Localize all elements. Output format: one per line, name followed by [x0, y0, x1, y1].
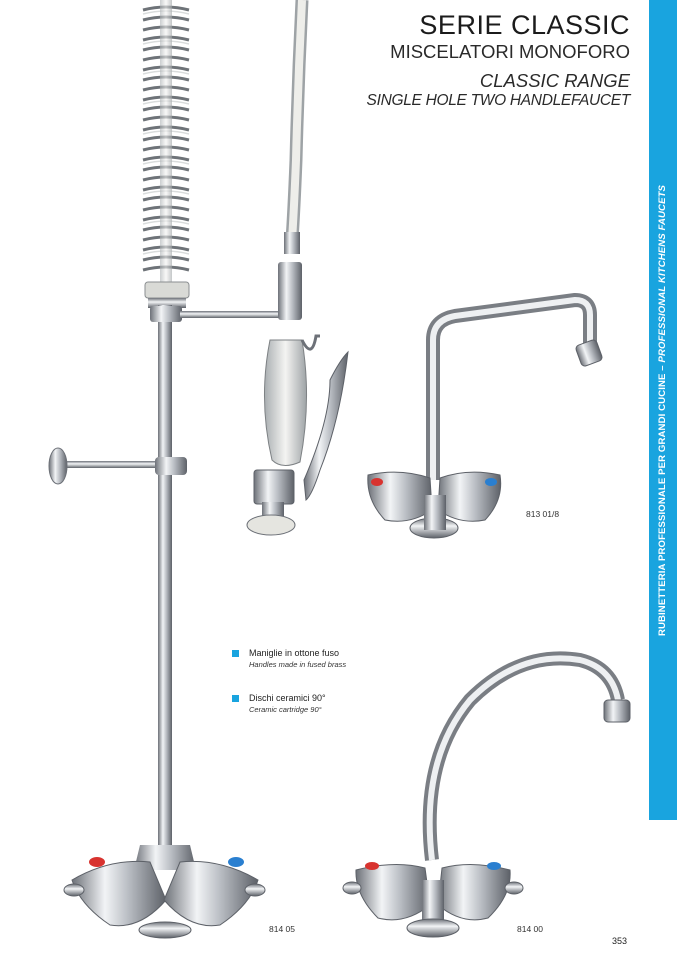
- pre-rinse-unit-icon: [49, 0, 348, 938]
- side-band-text-main: RUBINETTERIA PROFESSIONALE PER GRANDI CUCINE: [657, 372, 669, 636]
- product-code: 813 01/8: [526, 509, 560, 519]
- page-title: SERIE CLASSIC: [419, 10, 630, 40]
- range-title: CLASSIC RANGE: [479, 70, 630, 91]
- side-band-separator: –: [657, 362, 669, 373]
- feature-label: Maniglie in ottone fuso: [249, 648, 340, 658]
- feature-translation: Handles made in fused brass: [249, 660, 347, 669]
- feature-label: Dischi ceramici 90°: [249, 693, 326, 703]
- feature-bullet-icon: [232, 650, 239, 657]
- product-code: 814 05: [269, 924, 295, 934]
- side-band-text-italic: PROFESSIONAL KITCHENS FAUCETS: [657, 184, 669, 363]
- page-number: 353: [612, 936, 628, 946]
- feature-bullet-icon: [232, 695, 239, 702]
- gooseneck-faucet-icon: [343, 658, 630, 937]
- swivel-spout-faucet-icon: [368, 300, 603, 538]
- page-subtitle: MISCELATORI MONOFORO: [390, 41, 630, 62]
- feature-translation: Ceramic cartridge 90°: [249, 705, 322, 714]
- product-code: 814 00: [517, 924, 543, 934]
- range-subtitle: SINGLE HOLE TWO HANDLEFAUCET: [366, 92, 630, 109]
- side-band-text: [649, 150, 677, 670]
